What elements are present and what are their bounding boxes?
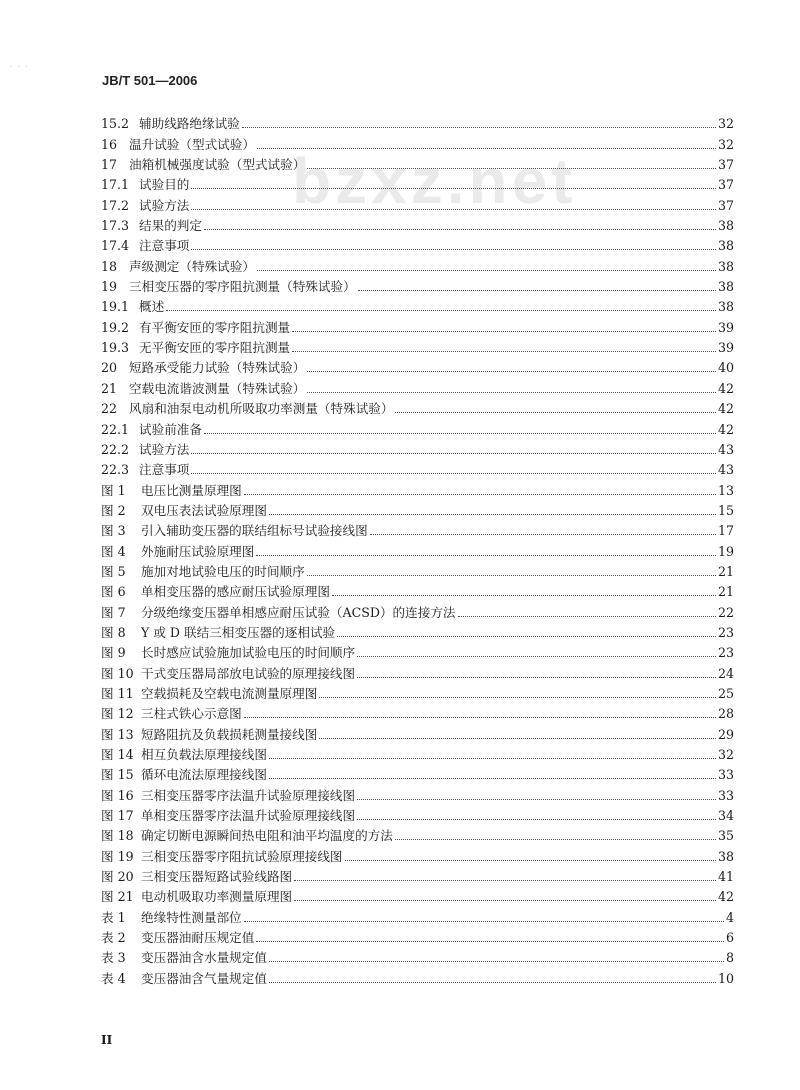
toc-entry-page: 6 [725, 930, 734, 946]
toc-entry-page: 21 [717, 563, 734, 579]
toc-dot-leader [244, 494, 716, 495]
toc-entry-number: 表 4 [101, 970, 126, 986]
toc-dot-leader [458, 616, 716, 617]
toc-dot-leader [292, 331, 716, 332]
page-folio: II [101, 1033, 113, 1047]
table-of-contents [101, 113, 734, 988]
toc-dot-leader [292, 351, 716, 352]
toc-entry-page: 41 [717, 869, 734, 885]
toc-entry[interactable] [101, 418, 734, 438]
toc-entry-title: 试验方法 [139, 197, 190, 213]
toc-entry-page: 8 [725, 950, 734, 966]
toc-entry-page: 23 [717, 624, 734, 640]
toc-entry-number: 19.3 [101, 340, 130, 356]
toc-entry-number: 图 2 [101, 502, 126, 518]
toc-entry-page: 22 [717, 604, 734, 620]
toc-entry[interactable] [101, 113, 734, 133]
toc-entry-title: 相互负载法原理接线图 [141, 747, 267, 762]
toc-entry-number: 17.4 [101, 238, 130, 254]
toc-entry-page: 33 [717, 767, 734, 783]
toc-entry-page: 4 [725, 909, 734, 925]
toc-dot-leader [357, 819, 716, 820]
toc-entry-number: 图 1 [101, 482, 126, 498]
toc-dot-leader [191, 209, 716, 210]
toc-entry-title: 空载损耗及空载电流测量原理图 [141, 685, 318, 701]
toc-entry-title: 引入辅助变压器的联结组标号试验接线图 [141, 523, 368, 539]
toc-dot-leader [358, 290, 716, 291]
toc-entry-title: 变压器油含水量规定值 [141, 950, 267, 966]
toc-entry-number: 18 [101, 258, 118, 274]
toc-dot-leader [191, 453, 716, 454]
toc-entry-title: 风扇和油泵电动机所吸取功率测量（特殊试验） [129, 401, 394, 417]
toc-entry-title: 单相变压器零序法温升试验原理接线图 [141, 808, 356, 824]
toc-entry[interactable] [101, 825, 734, 845]
toc-entry-page: 28 [717, 706, 734, 722]
toc-entry-title: 循环电流法原理接线图 [141, 767, 267, 783]
toc-entry-page: 42 [717, 401, 734, 417]
toc-entry[interactable] [101, 927, 734, 947]
toc-dot-leader [307, 575, 716, 576]
toc-entry-title: 注意事项 [139, 462, 190, 478]
toc-dot-leader [357, 677, 716, 678]
toc-dot-leader [244, 921, 724, 922]
toc-entry-page: 37 [717, 197, 734, 213]
toc-entry-number: 图 11 [101, 685, 134, 701]
toc-dot-leader [357, 656, 716, 657]
toc-dot-leader [191, 249, 716, 250]
toc-entry-number: 图 8 [101, 624, 126, 640]
toc-entry[interactable] [101, 540, 734, 560]
toc-entry-number: 17.3 [101, 218, 130, 234]
toc-entry-page: 32 [717, 747, 734, 762]
toc-entry-title: 辅助线路绝缘试验 [139, 116, 240, 132]
toc-dot-leader [269, 758, 716, 759]
toc-entry[interactable] [101, 683, 734, 703]
toc-entry-title: 有平衡安匝的零序阻抗测量 [139, 319, 291, 335]
toc-entry[interactable] [101, 662, 734, 682]
toc-entry-number: 表 3 [101, 950, 126, 966]
toc-entry-number: 图 5 [101, 563, 126, 579]
toc-entry-number: 图 17 [101, 808, 134, 824]
toc-entry-number: 图 6 [101, 584, 126, 600]
toc-entry[interactable] [101, 520, 734, 540]
toc-entry-number: 图 20 [101, 869, 134, 885]
toc-entry-title: 试验方法 [139, 441, 190, 457]
toc-dot-leader [166, 310, 716, 311]
toc-dot-leader [395, 839, 716, 840]
toc-entry-number: 图 3 [101, 523, 126, 539]
toc-entry-title: 三相变压器零序阻抗试验原理接线图 [141, 848, 343, 864]
toc-entry-page: 10 [717, 970, 734, 986]
toc-entry[interactable] [101, 377, 734, 397]
toc-dot-leader [191, 473, 716, 474]
toc-dot-leader [269, 778, 716, 779]
toc-entry-page: 19 [717, 543, 734, 559]
toc-entry-page: 35 [717, 828, 734, 844]
toc-entry[interactable] [101, 886, 734, 906]
toc-dot-leader [269, 982, 716, 983]
toc-entry-title: 短路阻抗及负载损耗测量接线图 [141, 726, 318, 742]
toc-dot-leader [294, 880, 716, 881]
toc-entry-title: 双电压表法试验原理图 [141, 502, 267, 518]
toc-entry-page: 37 [717, 177, 734, 193]
toc-entry-page: 24 [717, 665, 734, 681]
toc-entry-number: 图 19 [101, 848, 134, 864]
toc-entry-page: 13 [717, 482, 734, 498]
toc-entry-number: 图 14 [101, 747, 134, 762]
toc-entry-page: 29 [717, 726, 734, 742]
toc-dot-leader [307, 392, 716, 393]
toc-entry[interactable] [101, 561, 734, 581]
toc-entry-page: 38 [717, 848, 734, 864]
toc-entry-number: 19.2 [101, 319, 130, 335]
toc-dot-leader [337, 636, 716, 637]
toc-entry-page: 38 [717, 218, 734, 234]
toc-dot-leader [307, 371, 716, 372]
toc-entry-page: 39 [717, 340, 734, 356]
toc-entry-page: 42 [717, 380, 734, 396]
toc-entry-title: 空载电流谐波测量（特殊试验） [129, 380, 306, 396]
toc-dot-leader [357, 799, 716, 800]
toc-entry[interactable] [101, 255, 734, 275]
toc-entry[interactable] [101, 947, 734, 967]
toc-entry-page: 38 [717, 238, 734, 254]
toc-entry-page: 38 [717, 279, 734, 295]
toc-entry[interactable] [101, 398, 734, 418]
toc-entry-title: 试验目的 [139, 177, 190, 193]
toc-dot-leader [332, 595, 716, 596]
toc-entry-number: 图 12 [101, 706, 134, 722]
toc-entry-title: 外施耐压试验原理图 [141, 543, 255, 559]
toc-entry[interactable] [101, 744, 734, 764]
toc-dot-leader [256, 555, 716, 556]
toc-entry-number: 图 9 [101, 645, 126, 661]
toc-dot-leader [370, 534, 716, 535]
toc-entry-page: 21 [717, 584, 734, 600]
toc-entry[interactable] [101, 642, 734, 662]
toc-entry-title: 油箱机械强度试验（型式试验） [129, 157, 306, 173]
toc-entry[interactable] [101, 784, 734, 804]
toc-entry[interactable] [101, 276, 734, 296]
toc-entry-number: 17 [101, 157, 118, 173]
toc-entry-page: 38 [717, 299, 734, 315]
toc-dot-leader [257, 270, 716, 271]
corner-mark: · · · [10, 64, 30, 71]
toc-entry[interactable] [101, 601, 734, 621]
toc-entry-number: 表 2 [101, 930, 126, 946]
toc-entry-number: 22.1 [101, 421, 130, 437]
toc-entry[interactable] [101, 723, 734, 743]
toc-entry-number: 图 10 [101, 665, 134, 681]
toc-dot-leader [269, 961, 724, 962]
toc-dot-leader [244, 717, 716, 718]
toc-entry-title: 温升试验（型式试验） [129, 136, 255, 152]
toc-dot-leader [257, 148, 716, 149]
toc-entry[interactable] [101, 154, 734, 174]
toc-entry-number: 图 4 [101, 543, 126, 559]
toc-entry-title: 电动机吸取功率测量原理图 [141, 889, 293, 905]
toc-entry-page: 15 [717, 502, 734, 518]
toc-entry[interactable] [101, 479, 734, 499]
watermark: bzxz.net [292, 145, 577, 217]
toc-entry-page: 32 [717, 116, 734, 132]
toc-dot-leader [269, 514, 716, 515]
toc-dot-leader [242, 127, 716, 128]
toc-entry[interactable] [101, 764, 734, 784]
toc-entry-title: 试验前准备 [139, 421, 202, 437]
toc-entry-number: 22 [101, 401, 118, 417]
toc-dot-leader [256, 941, 724, 942]
toc-entry-page: 25 [717, 685, 734, 701]
toc-dot-leader [204, 229, 716, 230]
toc-entry[interactable] [101, 622, 734, 642]
toc-entry-title: 注意事项 [139, 238, 190, 254]
toc-entry-number: 图 15 [101, 767, 134, 783]
toc-entry-page: 37 [717, 157, 734, 173]
toc-entry[interactable] [101, 845, 734, 865]
toc-entry-number: 16 [101, 136, 118, 152]
toc-entry-page: 42 [717, 889, 734, 905]
toc-entry-number: 20 [101, 360, 118, 376]
toc-entry-number: 22.3 [101, 462, 130, 478]
toc-entry[interactable] [101, 133, 734, 153]
toc-entry[interactable] [101, 316, 734, 336]
toc-entry[interactable] [101, 500, 734, 520]
toc-entry-number: 21 [101, 380, 118, 396]
toc-entry-title: 变压器油耐压规定值 [141, 930, 255, 946]
toc-entry[interactable] [101, 581, 734, 601]
toc-entry-number: 15.2 [101, 116, 130, 132]
toc-entry-title: 三柱式铁心示意图 [141, 706, 242, 722]
toc-entry-number: 19 [101, 279, 118, 295]
toc-entry[interactable] [101, 215, 734, 235]
toc-entry-page: 43 [717, 462, 734, 478]
toc-entry-title: 长时感应试验施加试验电压的时间顺序 [141, 645, 356, 661]
toc-entry-page: 43 [717, 441, 734, 457]
toc-entry-title: 结果的判定 [139, 218, 202, 234]
toc-entry[interactable] [101, 337, 734, 357]
toc-dot-leader [204, 433, 716, 434]
toc-entry-title: 无平衡安匝的零序阻抗测量 [139, 340, 291, 356]
toc-entry-page: 17 [717, 523, 734, 539]
toc-entry-title: 干式变压器局部放电试验的原理接线图 [141, 665, 356, 681]
toc-entry-number: 22.2 [101, 441, 130, 457]
toc-entry-number: 17.2 [101, 197, 130, 213]
toc-entry[interactable] [101, 703, 734, 723]
toc-entry[interactable] [101, 235, 734, 255]
toc-entry[interactable] [101, 459, 734, 479]
toc-entry-page: 42 [717, 421, 734, 437]
toc-entry-page: 38 [717, 258, 734, 274]
toc-dot-leader [395, 412, 716, 413]
toc-entry[interactable] [101, 296, 734, 316]
toc-entry[interactable] [101, 357, 734, 377]
toc-entry-page: 34 [717, 808, 734, 824]
toc-entry-title: 分级绝缘变压器单相感应耐压试验（ACSD）的连接方法 [141, 604, 456, 620]
toc-entry-title: 概述 [139, 299, 165, 315]
toc-entry-title: 单相变压器的感应耐压试验原理图 [141, 584, 330, 600]
toc-entry[interactable] [101, 967, 734, 987]
toc-entry-number: 图 21 [101, 889, 134, 905]
toc-entry-title: 三相变压器短路试验线路图 [141, 869, 293, 885]
toc-entry-title: 施加对地试验电压的时间顺序 [141, 563, 305, 579]
toc-entry-number: 图 13 [101, 726, 134, 742]
toc-entry[interactable] [101, 439, 734, 459]
toc-entry[interactable] [101, 805, 734, 825]
toc-dot-leader [319, 697, 716, 698]
toc-entry-title: 三相变压器的零序阻抗测量（特殊试验） [129, 279, 356, 295]
toc-dot-leader [307, 168, 716, 169]
toc-entry-title: 电压比测量原理图 [141, 482, 242, 498]
toc-entry[interactable] [101, 866, 734, 886]
toc-entry[interactable] [101, 906, 734, 926]
toc-entry[interactable] [101, 194, 734, 214]
toc-entry-title: Y 或 D 联结三相变压器的逐相试验 [141, 624, 336, 640]
toc-dot-leader [345, 860, 716, 861]
toc-entry-number: 图 18 [101, 828, 134, 844]
toc-entry-page: 33 [717, 787, 734, 803]
toc-entry-page: 23 [717, 645, 734, 661]
toc-dot-leader [191, 188, 716, 189]
toc-entry-page: 40 [717, 360, 734, 376]
toc-entry-title: 绝缘特性测量部位 [141, 909, 242, 925]
toc-entry-title: 短路承受能力试验（特殊试验） [129, 360, 306, 376]
toc-entry-title: 三相变压器零序法温升试验原理接线图 [141, 787, 356, 803]
standard-code: JB/T 501—2006 [102, 73, 198, 88]
toc-entry-number: 19.1 [101, 299, 130, 315]
toc-entry-title: 变压器油含气量规定值 [141, 970, 267, 986]
toc-entry-page: 32 [717, 136, 734, 152]
toc-dot-leader [294, 900, 716, 901]
toc-entry[interactable] [101, 174, 734, 194]
toc-entry-number: 表 1 [101, 909, 126, 925]
toc-entry-title: 声级测定（特殊试验） [129, 258, 255, 274]
toc-entry-page: 39 [717, 319, 734, 335]
toc-dot-leader [319, 738, 716, 739]
toc-entry-title: 确定切断电源瞬间热电阻和油平均温度的方法 [141, 828, 393, 844]
toc-entry-number: 图 16 [101, 787, 134, 803]
toc-entry-number: 图 7 [101, 604, 126, 620]
toc-entry-number: 17.1 [101, 177, 130, 193]
